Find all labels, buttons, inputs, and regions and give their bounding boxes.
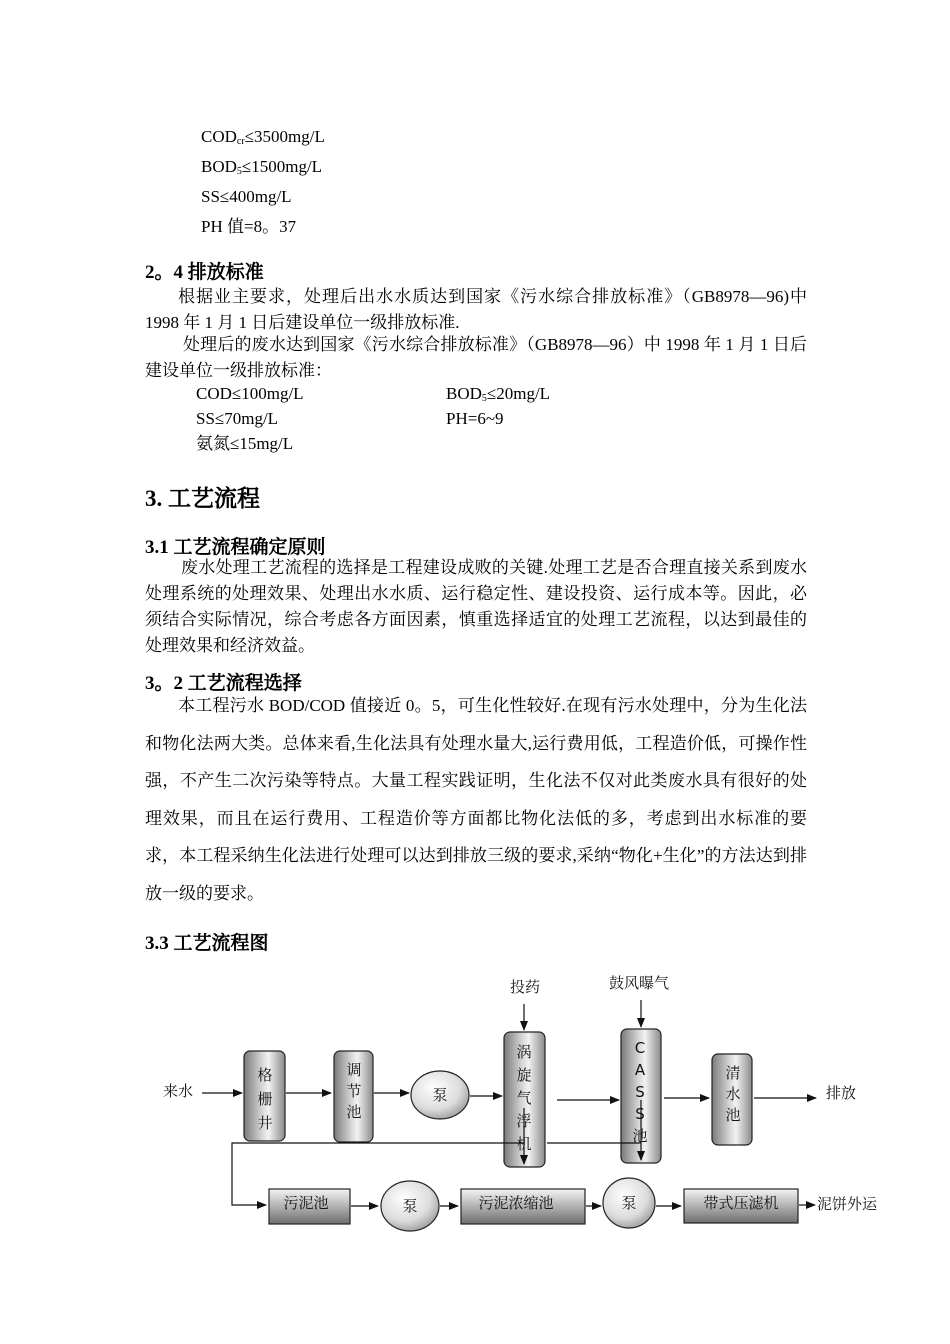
inflow-label: 来水 <box>163 1082 194 1100</box>
svg-text:气: 气 <box>516 1089 532 1107</box>
svg-text:旋: 旋 <box>516 1066 532 1084</box>
section-3-2-heading: 3。2 工艺流程选择 <box>145 673 302 694</box>
section-3-2-para: 本工程污水 BOD/COD 值接近 0。5，可生化性较好.在现有污水处理中，分为生化法和物化法两大类。总体来看,生化法具有处理水量大,运行费用低，工程造价低，可操作性强，不产生二次污染等特点。大量工程实践证明，生化法不仅对此类废水具有很好的处理效果，而且在运行费用、工程造价等方面都比物化法低的多，考虑到出水标准的要求，本工程采纳生化法进行处理可以达到排放三级的要求,采纳“物化+生化”的方法达到排放一级的要求。 <box>145 696 807 903</box>
standard-ph: PH=6~9 <box>446 409 504 428</box>
svg-text:带式压滤机: 带式压滤机 <box>703 1194 779 1212</box>
svg-text:泵: 泵 <box>402 1197 418 1215</box>
standard-cod: COD≤100mg/L <box>196 384 304 403</box>
svg-text:池: 池 <box>632 1127 648 1145</box>
svg-text:清: 清 <box>725 1064 741 1082</box>
section-2-4-heading: 2。4 排放标准 <box>145 262 264 283</box>
svg-text:污泥池: 污泥池 <box>283 1194 329 1212</box>
svg-text:井: 井 <box>257 1114 273 1132</box>
section-2-4-para1: 根据业主要求，处理后出水水质达到国家《污水综合排放标准》（GB8978—96)中 1998 年 1 月 1 日后建设单位一级排放标准. <box>145 287 807 332</box>
svg-text:格: 格 <box>257 1066 273 1084</box>
svg-text:涡: 涡 <box>516 1043 532 1061</box>
dosing-label: 投药 <box>510 978 541 996</box>
svg-text:泵: 泵 <box>432 1086 448 1104</box>
cake-out-label: 泥饼外运 <box>817 1195 878 1213</box>
svg-text:机: 机 <box>516 1135 532 1153</box>
influent-ph: PH 值=8。37 <box>201 217 297 236</box>
influent-ss: SS≤400mg/L <box>201 187 292 206</box>
svg-text:A: A <box>634 1061 646 1079</box>
svg-text:池: 池 <box>346 1103 362 1121</box>
svg-text:泵: 泵 <box>621 1194 637 1212</box>
standard-nh3: 氨氮≤15mg/L <box>196 434 294 453</box>
svg-text:浮: 浮 <box>516 1112 532 1130</box>
section-3-heading: 3. 工艺流程 <box>145 486 260 511</box>
svg-text:节: 节 <box>346 1082 362 1100</box>
aeration-label: 鼓风曝气 <box>609 974 670 992</box>
section-3-1-para: 废水处理工艺流程的选择是工程建设成败的关键.处理工艺是否合理直接关系到废水处理系统的处理效果、处理出水水质、运行稳定性、建设投资、运行成本等。因此，必须结合实际情况，综合考虑各方面因素，慎重选择适宜的处理工艺流程，以达到最佳的处理效果和经济效益。 <box>145 558 807 655</box>
svg-text:S: S <box>635 1105 645 1123</box>
section-3-1-heading: 3.1 工艺流程确定原则 <box>145 537 326 558</box>
svg-text:池: 池 <box>725 1106 741 1124</box>
section-2-4-para2: 处理后的废水达到国家《污水综合排放标准》（GB8978—96）中 1998 年 1 月 1 日后建设单位一级排放标准： <box>145 335 807 380</box>
svg-text:C: C <box>634 1039 646 1057</box>
svg-text:栅: 栅 <box>257 1090 273 1108</box>
svg-text:调: 调 <box>346 1061 362 1079</box>
standard-bod: $BOD_5\le 20mg/L$ <box>446 384 551 404</box>
influent-cod: $COD_{cr}\le 3500mg/L$ <box>201 127 325 147</box>
section-3-3-heading: 3.3 工艺流程图 <box>145 933 269 954</box>
standard-ss: SS≤70mg/L <box>196 409 279 428</box>
svg-text:污泥浓缩池: 污泥浓缩池 <box>478 1194 554 1212</box>
svg-text:水: 水 <box>725 1085 741 1103</box>
influent-bod: $BOD_5\le 1500mg/L$ <box>201 157 323 177</box>
discharge-label: 排放 <box>826 1084 857 1102</box>
svg-text:S: S <box>635 1083 645 1101</box>
